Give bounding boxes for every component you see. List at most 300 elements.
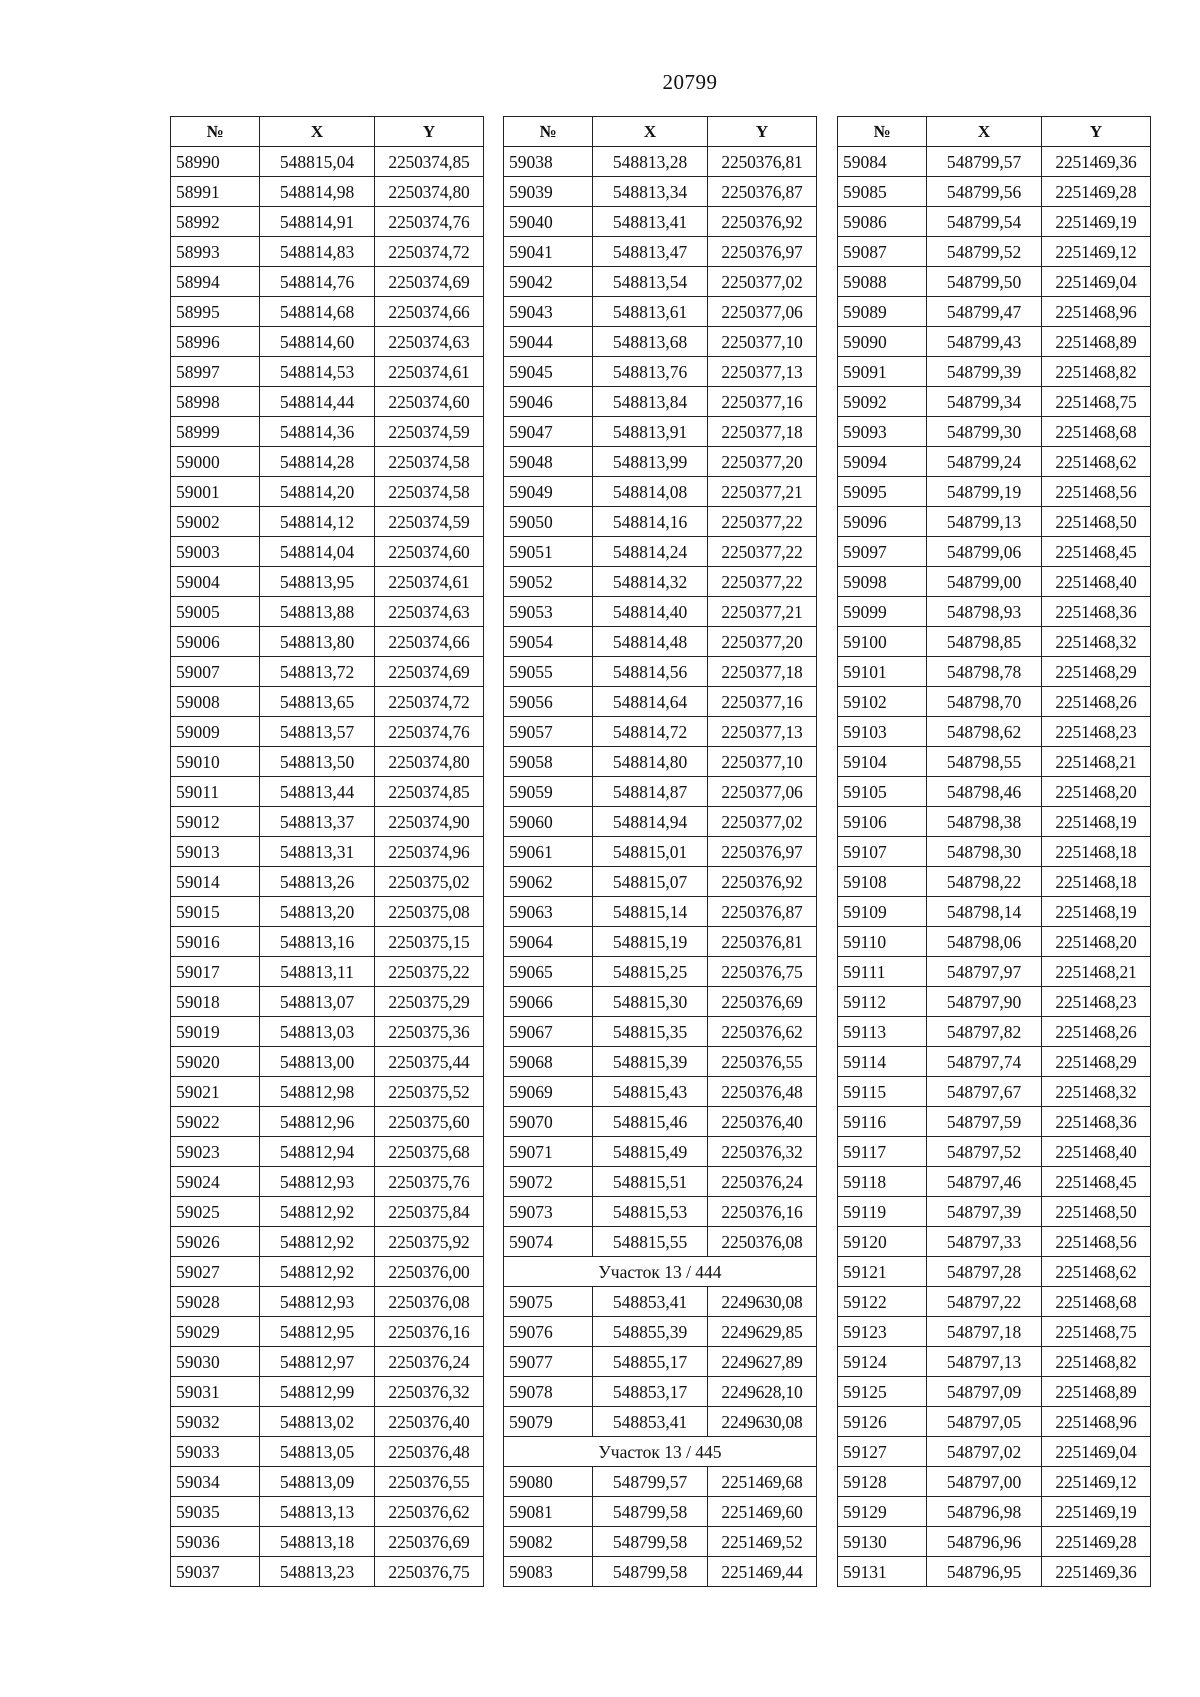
x-coordinate-cell: 548814,72 <box>593 717 708 747</box>
point-number-cell: 58996 <box>171 327 260 357</box>
table-row <box>171 1107 484 1137</box>
y-coordinate-cell: 2250374,63 <box>375 327 484 357</box>
y-coordinate-cell: 2250377,13 <box>708 357 817 387</box>
table-row <box>171 1407 484 1437</box>
point-number-cell: 59058 <box>504 747 593 777</box>
point-number-cell: 59119 <box>838 1197 927 1227</box>
y-coordinate-cell: 2250377,18 <box>708 417 817 447</box>
header-number: № <box>838 117 927 147</box>
x-coordinate-cell: 548799,58 <box>593 1527 708 1557</box>
point-number-cell: 59064 <box>504 927 593 957</box>
point-number-cell: 59000 <box>171 447 260 477</box>
point-number-cell: 58990 <box>171 147 260 177</box>
point-number-cell: 59056 <box>504 687 593 717</box>
x-coordinate-cell: 548812,95 <box>260 1317 375 1347</box>
x-coordinate-cell: 548815,25 <box>593 957 708 987</box>
page-number: 20799 <box>662 70 718 94</box>
table-row <box>171 1047 484 1077</box>
y-coordinate-cell: 2250376,16 <box>375 1317 484 1347</box>
table-row <box>171 357 484 387</box>
x-coordinate-cell: 548797,05 <box>927 1407 1042 1437</box>
point-number-cell: 58994 <box>171 267 260 297</box>
y-coordinate-cell: 2251469,36 <box>1042 1557 1151 1587</box>
y-coordinate-cell: 2251468,56 <box>1042 1227 1151 1257</box>
y-coordinate-cell: 2250375,84 <box>375 1197 484 1227</box>
point-number-cell: 59130 <box>838 1527 927 1557</box>
table-row <box>504 1557 817 1587</box>
table-row <box>838 507 1151 537</box>
table-row <box>504 1317 817 1347</box>
y-coordinate-cell: 2251469,44 <box>708 1557 817 1587</box>
point-number-cell: 59068 <box>504 1047 593 1077</box>
point-number-cell: 59100 <box>838 627 927 657</box>
x-coordinate-cell: 548797,46 <box>927 1167 1042 1197</box>
y-coordinate-cell: 2249629,85 <box>708 1317 817 1347</box>
x-coordinate-cell: 548815,30 <box>593 987 708 1017</box>
table-row <box>838 1497 1151 1527</box>
y-coordinate-cell: 2249630,08 <box>708 1287 817 1317</box>
y-coordinate-cell: 2251468,29 <box>1042 657 1151 687</box>
table-row <box>171 597 484 627</box>
point-number-cell: 59061 <box>504 837 593 867</box>
x-coordinate-cell: 548813,34 <box>593 177 708 207</box>
y-coordinate-cell: 2250376,32 <box>708 1137 817 1167</box>
point-number-cell: 59035 <box>171 1497 260 1527</box>
table-row <box>171 837 484 867</box>
x-coordinate-cell: 548797,22 <box>927 1287 1042 1317</box>
table-row <box>838 807 1151 837</box>
x-coordinate-cell: 548814,91 <box>260 207 375 237</box>
y-coordinate-cell: 2251468,89 <box>1042 327 1151 357</box>
point-number-cell: 59071 <box>504 1137 593 1167</box>
x-coordinate-cell: 548799,58 <box>593 1497 708 1527</box>
table-row <box>171 297 484 327</box>
x-coordinate-cell: 548814,20 <box>260 477 375 507</box>
x-coordinate-cell: 548813,47 <box>593 237 708 267</box>
x-coordinate-cell: 548799,52 <box>927 237 1042 267</box>
y-coordinate-cell: 2250374,76 <box>375 717 484 747</box>
x-coordinate-cell: 548815,04 <box>260 147 375 177</box>
table-row <box>838 1107 1151 1137</box>
x-coordinate-cell: 548813,07 <box>260 987 375 1017</box>
point-number-cell: 59033 <box>171 1437 260 1467</box>
header-number: № <box>171 117 260 147</box>
y-coordinate-cell: 2250376,75 <box>708 957 817 987</box>
x-coordinate-cell: 548813,03 <box>260 1017 375 1047</box>
table-row <box>838 927 1151 957</box>
point-number-cell: 59060 <box>504 807 593 837</box>
y-coordinate-cell: 2250377,22 <box>708 507 817 537</box>
point-number-cell: 59026 <box>171 1227 260 1257</box>
point-number-cell: 58993 <box>171 237 260 267</box>
y-coordinate-cell: 2250377,10 <box>708 747 817 777</box>
y-coordinate-cell: 2250374,76 <box>375 207 484 237</box>
y-coordinate-cell: 2250374,69 <box>375 657 484 687</box>
x-coordinate-cell: 548813,54 <box>593 267 708 297</box>
y-coordinate-cell: 2250375,68 <box>375 1137 484 1167</box>
point-number-cell: 59008 <box>171 687 260 717</box>
y-coordinate-cell: 2250375,92 <box>375 1227 484 1257</box>
y-coordinate-cell: 2250377,06 <box>708 777 817 807</box>
x-coordinate-cell: 548799,30 <box>927 417 1042 447</box>
x-coordinate-cell: 548812,93 <box>260 1287 375 1317</box>
point-number-cell: 58995 <box>171 297 260 327</box>
x-coordinate-cell: 548813,41 <box>593 207 708 237</box>
x-coordinate-cell: 548797,18 <box>927 1317 1042 1347</box>
table-row <box>171 537 484 567</box>
y-coordinate-cell: 2251468,82 <box>1042 357 1151 387</box>
point-number-cell: 59066 <box>504 987 593 1017</box>
y-coordinate-cell: 2250376,87 <box>708 897 817 927</box>
table-row <box>171 867 484 897</box>
y-coordinate-cell: 2250376,69 <box>708 987 817 1017</box>
x-coordinate-cell: 548853,41 <box>593 1407 708 1437</box>
point-number-cell: 59084 <box>838 147 927 177</box>
point-number-cell: 59110 <box>838 927 927 957</box>
table-row <box>504 1047 817 1077</box>
table-row <box>838 1557 1151 1587</box>
y-coordinate-cell: 2250377,13 <box>708 717 817 747</box>
point-number-cell: 59007 <box>171 657 260 687</box>
y-coordinate-cell: 2250376,32 <box>375 1377 484 1407</box>
x-coordinate-cell: 548797,28 <box>927 1257 1042 1287</box>
point-number-cell: 59080 <box>504 1467 593 1497</box>
x-coordinate-cell: 548813,80 <box>260 627 375 657</box>
x-coordinate-cell: 548813,50 <box>260 747 375 777</box>
y-coordinate-cell: 2250377,20 <box>708 627 817 657</box>
x-coordinate-cell: 548815,19 <box>593 927 708 957</box>
y-coordinate-cell: 2250374,72 <box>375 237 484 267</box>
table-row <box>504 1167 817 1197</box>
table-row <box>838 867 1151 897</box>
y-coordinate-cell: 2251469,04 <box>1042 1437 1151 1467</box>
x-coordinate-cell: 548797,90 <box>927 987 1042 1017</box>
table-row <box>838 447 1151 477</box>
x-coordinate-cell: 548814,40 <box>593 597 708 627</box>
x-coordinate-cell: 548813,23 <box>260 1557 375 1587</box>
x-coordinate-cell: 548812,94 <box>260 1137 375 1167</box>
table-row <box>171 1287 484 1317</box>
point-number-cell: 59047 <box>504 417 593 447</box>
table-row <box>838 357 1151 387</box>
point-number-cell: 59113 <box>838 1017 927 1047</box>
point-number-cell: 58992 <box>171 207 260 237</box>
x-coordinate-cell: 548813,72 <box>260 657 375 687</box>
point-number-cell: 59070 <box>504 1107 593 1137</box>
section-label: Участок 13 / 445 <box>504 1437 817 1467</box>
table-row <box>838 1317 1151 1347</box>
point-number-cell: 59009 <box>171 717 260 747</box>
x-coordinate-cell: 548813,26 <box>260 867 375 897</box>
table-row <box>171 957 484 987</box>
x-coordinate-cell: 548813,57 <box>260 717 375 747</box>
table-row <box>171 417 484 447</box>
y-coordinate-cell: 2250376,55 <box>375 1467 484 1497</box>
point-number-cell: 59106 <box>838 807 927 837</box>
table-row <box>838 957 1151 987</box>
x-coordinate-cell: 548812,92 <box>260 1257 375 1287</box>
point-number-cell: 59122 <box>838 1287 927 1317</box>
point-number-cell: 59131 <box>838 1557 927 1587</box>
y-coordinate-cell: 2250375,22 <box>375 957 484 987</box>
x-coordinate-cell: 548798,14 <box>927 897 1042 927</box>
point-number-cell: 59065 <box>504 957 593 987</box>
table-row <box>838 477 1151 507</box>
table-row <box>838 537 1151 567</box>
x-coordinate-cell: 548813,99 <box>593 447 708 477</box>
x-coordinate-cell: 548813,02 <box>260 1407 375 1437</box>
point-number-cell: 59072 <box>504 1167 593 1197</box>
x-coordinate-cell: 548812,99 <box>260 1377 375 1407</box>
table-row <box>171 1167 484 1197</box>
x-coordinate-cell: 548796,96 <box>927 1527 1042 1557</box>
coordinates-table-3 <box>837 116 1151 1587</box>
y-coordinate-cell: 2250374,60 <box>375 537 484 567</box>
y-coordinate-cell: 2251468,82 <box>1042 1347 1151 1377</box>
point-number-cell: 59118 <box>838 1167 927 1197</box>
y-coordinate-cell: 2251468,32 <box>1042 627 1151 657</box>
y-coordinate-cell: 2250375,29 <box>375 987 484 1017</box>
point-number-cell: 59079 <box>504 1407 593 1437</box>
point-number-cell: 59101 <box>838 657 927 687</box>
table-row <box>504 1377 817 1407</box>
y-coordinate-cell: 2251468,18 <box>1042 867 1151 897</box>
point-number-cell: 59016 <box>171 927 260 957</box>
y-coordinate-cell: 2250376,97 <box>708 837 817 867</box>
x-coordinate-cell: 548812,97 <box>260 1347 375 1377</box>
table-row <box>838 627 1151 657</box>
x-coordinate-cell: 548798,62 <box>927 717 1042 747</box>
table-header-row <box>171 117 484 147</box>
y-coordinate-cell: 2250377,02 <box>708 267 817 297</box>
y-coordinate-cell: 2250375,15 <box>375 927 484 957</box>
x-coordinate-cell: 548813,11 <box>260 957 375 987</box>
x-coordinate-cell: 548814,98 <box>260 177 375 207</box>
table-row <box>171 1557 484 1587</box>
point-number-cell: 59010 <box>171 747 260 777</box>
table-row <box>504 687 817 717</box>
x-coordinate-cell: 548813,84 <box>593 387 708 417</box>
point-number-cell: 59031 <box>171 1377 260 1407</box>
x-coordinate-cell: 548799,00 <box>927 567 1042 597</box>
x-coordinate-cell: 548814,83 <box>260 237 375 267</box>
point-number-cell: 59004 <box>171 567 260 597</box>
table-row <box>504 537 817 567</box>
table-row <box>504 1077 817 1107</box>
y-coordinate-cell: 2250374,59 <box>375 417 484 447</box>
x-coordinate-cell: 548798,46 <box>927 777 1042 807</box>
x-coordinate-cell: 548797,67 <box>927 1077 1042 1107</box>
y-coordinate-cell: 2251468,36 <box>1042 597 1151 627</box>
table-row <box>171 927 484 957</box>
y-coordinate-cell: 2251468,56 <box>1042 477 1151 507</box>
point-number-cell: 59025 <box>171 1197 260 1227</box>
table-row <box>171 717 484 747</box>
y-coordinate-cell: 2251468,50 <box>1042 1197 1151 1227</box>
table-row <box>838 1137 1151 1167</box>
x-coordinate-cell: 548799,57 <box>593 1467 708 1497</box>
point-number-cell: 59059 <box>504 777 593 807</box>
table-row <box>838 1437 1151 1467</box>
y-coordinate-cell: 2250374,72 <box>375 687 484 717</box>
table-row <box>838 687 1151 717</box>
table-row <box>171 327 484 357</box>
table-row <box>504 897 817 927</box>
y-coordinate-cell: 2250375,08 <box>375 897 484 927</box>
point-number-cell: 58997 <box>171 357 260 387</box>
table-row <box>838 417 1151 447</box>
y-coordinate-cell: 2250377,20 <box>708 447 817 477</box>
point-number-cell: 59038 <box>504 147 593 177</box>
table-row <box>504 1467 817 1497</box>
point-number-cell: 59043 <box>504 297 593 327</box>
y-coordinate-cell: 2251468,50 <box>1042 507 1151 537</box>
table-row <box>838 1527 1151 1557</box>
x-coordinate-cell: 548814,08 <box>593 477 708 507</box>
point-number-cell: 59094 <box>838 447 927 477</box>
table-row <box>838 747 1151 777</box>
x-coordinate-cell: 548796,98 <box>927 1497 1042 1527</box>
y-coordinate-cell: 2250376,40 <box>375 1407 484 1437</box>
x-coordinate-cell: 548814,68 <box>260 297 375 327</box>
table-row <box>838 1287 1151 1317</box>
y-coordinate-cell: 2250376,69 <box>375 1527 484 1557</box>
table-row <box>838 1467 1151 1497</box>
table-row <box>838 237 1151 267</box>
y-coordinate-cell: 2250376,87 <box>708 177 817 207</box>
y-coordinate-cell: 2250376,48 <box>375 1437 484 1467</box>
y-coordinate-cell: 2250377,21 <box>708 597 817 627</box>
point-number-cell: 59036 <box>171 1527 260 1557</box>
table-row <box>171 207 484 237</box>
x-coordinate-cell: 548814,76 <box>260 267 375 297</box>
y-coordinate-cell: 2250377,10 <box>708 327 817 357</box>
table-row <box>171 237 484 267</box>
point-number-cell: 59069 <box>504 1077 593 1107</box>
x-coordinate-cell: 548798,93 <box>927 597 1042 627</box>
point-number-cell: 59027 <box>171 1257 260 1287</box>
table-row <box>504 987 817 1017</box>
table-row <box>838 1197 1151 1227</box>
y-coordinate-cell: 2251468,68 <box>1042 1287 1151 1317</box>
y-coordinate-cell: 2250376,81 <box>708 927 817 957</box>
x-coordinate-cell: 548798,85 <box>927 627 1042 657</box>
table-row <box>171 1377 484 1407</box>
table-row <box>504 627 817 657</box>
y-coordinate-cell: 2250377,21 <box>708 477 817 507</box>
point-number-cell: 59085 <box>838 177 927 207</box>
y-coordinate-cell: 2250374,61 <box>375 567 484 597</box>
point-number-cell: 59091 <box>838 357 927 387</box>
y-coordinate-cell: 2251468,19 <box>1042 807 1151 837</box>
x-coordinate-cell: 548799,54 <box>927 207 1042 237</box>
x-coordinate-cell: 548815,51 <box>593 1167 708 1197</box>
y-coordinate-cell: 2250375,52 <box>375 1077 484 1107</box>
point-number-cell: 58998 <box>171 387 260 417</box>
x-coordinate-cell: 548799,19 <box>927 477 1042 507</box>
point-number-cell: 59117 <box>838 1137 927 1167</box>
x-coordinate-cell: 548815,39 <box>593 1047 708 1077</box>
point-number-cell: 59045 <box>504 357 593 387</box>
point-number-cell: 59002 <box>171 507 260 537</box>
point-number-cell: 58999 <box>171 417 260 447</box>
table-row <box>504 777 817 807</box>
x-coordinate-cell: 548797,13 <box>927 1347 1042 1377</box>
x-coordinate-cell: 548799,56 <box>927 177 1042 207</box>
y-coordinate-cell: 2250376,81 <box>708 147 817 177</box>
x-coordinate-cell: 548796,95 <box>927 1557 1042 1587</box>
table-row <box>504 1017 817 1047</box>
table-row <box>504 597 817 627</box>
x-coordinate-cell: 548799,24 <box>927 447 1042 477</box>
table-row <box>504 447 817 477</box>
table-row <box>171 387 484 417</box>
table-row <box>504 1347 817 1377</box>
y-coordinate-cell: 2251468,23 <box>1042 987 1151 1017</box>
x-coordinate-cell: 548813,44 <box>260 777 375 807</box>
table-row <box>171 1467 484 1497</box>
table-row <box>838 837 1151 867</box>
table-row <box>504 147 817 177</box>
table-row <box>171 1347 484 1377</box>
x-coordinate-cell: 548815,49 <box>593 1137 708 1167</box>
y-coordinate-cell: 2251468,89 <box>1042 1377 1151 1407</box>
x-coordinate-cell: 548853,41 <box>593 1287 708 1317</box>
point-number-cell: 59081 <box>504 1497 593 1527</box>
table-row <box>838 1377 1151 1407</box>
table-row <box>171 1227 484 1257</box>
y-coordinate-cell: 2250374,96 <box>375 837 484 867</box>
point-number-cell: 59083 <box>504 1557 593 1587</box>
x-coordinate-cell: 548799,13 <box>927 507 1042 537</box>
point-number-cell: 59089 <box>838 297 927 327</box>
table-row <box>171 507 484 537</box>
x-coordinate-cell: 548798,55 <box>927 747 1042 777</box>
x-coordinate-cell: 548814,48 <box>593 627 708 657</box>
y-coordinate-cell: 2250376,24 <box>708 1167 817 1197</box>
table-row <box>838 1407 1151 1437</box>
y-coordinate-cell: 2249630,08 <box>708 1407 817 1437</box>
point-number-cell: 59017 <box>171 957 260 987</box>
x-coordinate-cell: 548815,46 <box>593 1107 708 1137</box>
table-row <box>504 1497 817 1527</box>
table-row <box>171 687 484 717</box>
y-coordinate-cell: 2250374,90 <box>375 807 484 837</box>
table-row <box>504 477 817 507</box>
table-row <box>838 1167 1151 1197</box>
table-row <box>838 1257 1151 1287</box>
point-number-cell: 59053 <box>504 597 593 627</box>
point-number-cell: 59098 <box>838 567 927 597</box>
y-coordinate-cell: 2250376,24 <box>375 1347 484 1377</box>
y-coordinate-cell: 2250374,66 <box>375 297 484 327</box>
y-coordinate-cell: 2251468,75 <box>1042 387 1151 417</box>
point-number-cell: 59050 <box>504 507 593 537</box>
point-number-cell: 59006 <box>171 627 260 657</box>
x-coordinate-cell: 548814,04 <box>260 537 375 567</box>
point-number-cell: 59018 <box>171 987 260 1017</box>
y-coordinate-cell: 2250374,63 <box>375 597 484 627</box>
point-number-cell: 59074 <box>504 1227 593 1257</box>
y-coordinate-cell: 2250375,76 <box>375 1167 484 1197</box>
table-row <box>838 147 1151 177</box>
table-row <box>171 747 484 777</box>
point-number-cell: 59055 <box>504 657 593 687</box>
y-coordinate-cell: 2250376,40 <box>708 1107 817 1137</box>
y-coordinate-cell: 2250374,66 <box>375 627 484 657</box>
x-coordinate-cell: 548813,37 <box>260 807 375 837</box>
y-coordinate-cell: 2250377,18 <box>708 657 817 687</box>
